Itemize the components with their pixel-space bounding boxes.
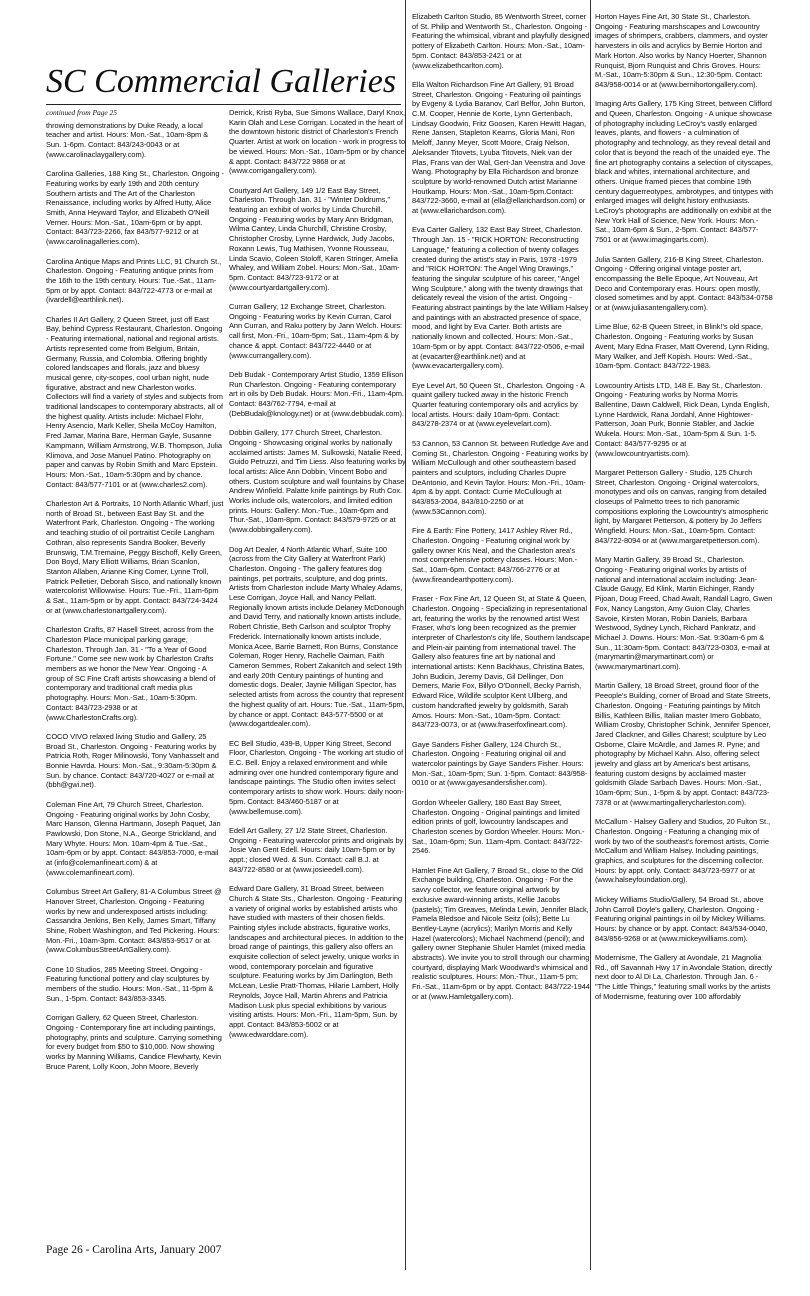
gallery-listing: Edward Dare Gallery, 31 Broad Street, between Church & State Sts., Charleston. Ongoing - Featuring a variety of original works by established artists who have studied with masters of their chosen fields. Painting styles include abstracts, figurative works, landscapes and architectural pieces. In addition to the broad range of paintings, this gallery also offers an exquisite collection of select jewelry, unique works in wood, contemporary porcelain and figurative sculpture. Featuring works by Jim Darlington, Beth McLean, Leslie Pratt-Thomas, Hilarie Lambert, Holly Reynolds, Joyce Hall, Martin Ahrens and Patricia Madison Lusk plus special exhibitions by various visiting artists. Hours: Mon.-Fri., 11am-5pm, Sun. by appt. Contact: 843/853-5002 or at (www.edwarddare.com). [229,884,404,1039]
gallery-listing: Horton Hayes Fine Art, 30 State St., Charleston. Ongoing - Featuring marshscapes and Lowcountry images of shrimpers, crabbers, clammers, and oyster harvesters in oils and acrylics by Bernie Horton and Mark Horton. Also works by Nancy Hoerter, Shannon Runquist, Bjorn Runquist and Chris Groves. Hours: M.-Sat., 10am-5:30pm & Sun., 12:30-5pm. Contact: 843/958-0014 or at (www.bernihortongallery.com). [595,12,768,89]
gallery-listing: Fraser - Fox Fine Art, 12 Queen St, at State & Queen, Charleston. Ongoing - Specializing in representational art, featuring the works by the renowned artist West Fraser, who's long been recognized as the premier interpreter of Charleston's city life, Southern landscape and Plein-air painting from international travel. The Gallery also features fine art by national and international artists: Kenn Backhaus, Christina Bates, John Budicin, Jeremy Davis, Gil Dellinger, Don Demers, Marie Fox, Billyo O'Donnell, Becky Parrish, Edward Rice, Wildlife sculptor Kent Ullberg, and custom handcrafted jewelry by goldsmith, Sarah Amos. Hours: Mon.-Sat., 10am-5pm. Contact: 843/723-0073, or at (www.fraserfoxfineart.com). [412,594,590,730]
gallery-listing: Coleman Fine Art, 79 Church Street, Charleston. Ongoing - Featuring original works by John Cosby, Marc Hanson, Glenna Hartmann, Joseph Paquet, Jan Pawlowski, Don Stone, N.A., George Strickland, and Mary Whyte. Hours: Mon. 10am-4pm & Tue.-Sat., 10am-6pm or by appt. Contact: 843/853-7000, e-mail at (info@colemanfineart.com) & at (www.colemanfineart.com). [46,799,221,877]
gallery-listing: Hamlet Fine Art Gallery, 7 Broad St., close to the Old Exchange building, Charleston. Ongoing - For the savvy collector, we feature original artwork by exclusive award-winning artists, Kellie Jacobs (pastels); Tim Greaves, Melinda Lewin, Jennifer Black, Pamela Bledsoe and Nicole Seitz (oils); Bette Lu Bentley-Layne (acrylics); Marilyn Morris and Kelly Hazel (watercolors); Michael Nachmend (pencil); and gallery owner Stephanie Shuler Hamlet (mixed media abstracts). We invite you to stroll through our charming courtyard, displaying Mark Woodward's whimsical and realistic sculptures. Hours: Mon.-Thur., 11am-5 pm; Fri.-Sat., 11am-6pm or by appt. Contact: 843/722-1944 or at (www.Hamletgallery.com). [412,865,590,1001]
gallery-listing: Imaging Arts Gallery, 175 King Street, between Clifford and Queen, Charleston. Ongoing - A unique showcase of photography including LeCroy's vastly enlarged leaves, plants, and flowers - a culmination of photography and technology, as they reveal detail and color that is beyond the reach of the unaided eye. The fine art photography contains a selection of cityscapes, black and whites, international architecture, and others. Unique framed pieces that combine 19th century daguerreotypes, ambrotypes, and tintypes with enlarged images will delight history enthusiasts. LeCroy's photographs are additionally on exhibit at the New York Hall of Science, New York. Hours: Mon.-Sat., 10am-6pm & Sun., 2-5pm. Contact: 843/577-7501 or at (www.imagingarts.com). [595,99,773,245]
gallery-listing: Lowcountry Artists LTD, 148 E. Bay St., Charleston. Ongoing - Featuring works by Norma Morris Ballentine, Dawn Caldwell, Rick Dean, Lynda English, Lynne Hardwick, Rana Jordahl, Anne Hightower-Patterson, Joan Purk, Bonnie Stabler, and Jackie Wukela. Hours: Mon.-Sat., 10am-5pm & Sun. 1-5. Contact: 843/577-9295 or at (www.lowcountryartists.com). [595,380,770,458]
column-2 [229,108,406,1228]
gallery-listing: Dog Art Dealer, 4 North Atlantic Wharf, Suite 100 (across from the City Gallery at Waterfront Park) Charleston. Ongoing - The gallery features dog paintings, pet portraits, sculpture, and dog prints. Artists from Charleston include Marty Whaley Adams, Lese Corrigan, Joyce Hall, and Nancy Pellatt. Regionally known artists include Delaney McDonough and David Terry, and nationally known artists include, Robert Christie, Beth Carlson and sculptor Trophy Frederick. Internationally known artists include, Monica Acee, Barrie Barnett, Ron Burns, Constance Coleman, Roger Henry, Rachelle Oaiman, Faith Cameron Semmes, Robert Zakanitch and select 19th and early 20th Century paintings of hunting and domestic dogs. Dealer, Jaynie Milligan Spector, has selected artists from across the country that represent the highest quality of art. Hours: Tue.-Sat., 11am-5pm, by chance or appt. Contact: 843-577-5500 or at (www.dogartdealer.com). [229,544,405,729]
gallery-listing: Edell Art Gallery, 27 1/2 State Street, Charleston. Ongoing - Featuring watercolor prints and originals by Josie Van Gent Edell. Hours: daily 10am-5pm or by appt.; closed Wed. & Sun. Contact: call B.J. at 843/722-8580 or at (www.josieedell.com). [229,825,404,874]
gallery-listing: Elizabeth Carlton Studio, 85 Wentworth Street, corner of St. Philip and Wentworth St., Charleston. Ongoing - Featuring the whimsical, vibrant and playfully designed pottery of Elizabeth Carlton. Hours: Mon.-Sat., 10am-5pm. Contact: 843/853-2421 or at (www.elizabethcarlton.com). [412,12,590,70]
gallery-listing: Eye Level Art, 50 Queen St., Charleston. Ongoing - A quaint gallery tucked away in the historic French Quarter featuring contemporary oils and acrylics by local artists. Hours: daily 10am-6pm. Contact: 843/278-2374 or at (www.eyelevelart.com). [412,380,585,429]
gallery-listing: 53 Cannon, 53 Cannon St. between Rutledge Ave and Coming St., Charleston. Ongoing - Featuring works by William McCullough and other southeastern based painters and sculptors, including Charles Dupre DeAntonio, and Kevin Taylor. Hours: Mon.-Fri., 10am-4pm & by appt. Contact: Currie McCullough at 843/853-2004, 843/810-2250 or at (www.53Cannon.com). [412,438,589,516]
gallery-listing: EC Bell Studio, 439-B, Upper King Street, Second Floor, Charleston. Ongoing - The working art studio of E.C. Bell. Enjoy a relaxed environment and while admiring over one hundred contemporary figure and landscape paintings. The Studio often invites select contemporary artists to show work. Hours: daily noon-5pm. Contact: 843/460-5187 or at (www.bellemuse.com). [229,738,404,816]
column-4 [595,12,773,1238]
gallery-listing: Charles II Art Gallery, 2 Queen Street, just off East Bay, behind Cypress Restaurant, Charleston. Ongoing - Featuring international, national and regional artists. Artists represented come from Belgium, Britain, Germany, Russia, and Colombia. Offering brightly colored landscapes and florals, jazz and bluesy musical genre, city-scopes, cool urban night, nude figurative, abstract and new Charleston works. Collectors will find a variety of styles and subjects from traditional landscapes to contemporary abstracts, all of the highest quality. Artists include: Michael Flohr, Henry Asencio, Mark Keller, Sheila McCoy Hamilton, Fred Jamar, Marina Bare, Herman Gayle, Susanne Kampmann, William Armstrong, W.B. Thompson, Julia Klimova, and Jose Manuel Patino. Photography on paper and canvas by Robin Smith and Marc Epstein. Hours: Mon.-Sat., 10am-5:30pm and by chance. Contact: 843/577-7101 or at (www.charles2.com). [46,314,224,489]
gallery-listing: Mickey Williams Studio/Gallery, 54 Broad St., above John Carroll Doyle's gallery, Charleston. Ongoing - Featuring original paintings in oil by Mickey Williams. Hours: by chance or by appt. Contact: 843/534-0040, 843/856-9268 or at (www.mickeywilliams.com). [595,894,768,943]
continued-note: continued from Page 25 [46,108,117,117]
section-title: SC Commercial Galleries [46,63,397,100]
gallery-listing: Martin Gallery, 18 Broad Street, ground floor of the Peeople's Building, corner of Broad and State Streets, Charleston. Ongoing - Featuring paintings by Mitch Billis, Kathleen Billis, Italian master Imero Gobbato, William Crosby, Christopher Schink, Jennifer Spencer, Jared Clackner, and Gilles Charest; sculpture by Leo Osborne, Claire McArdle, and James R. Pyne; and photography by Michael Kahn. Also, offering select jewelry and glass art by America's best artisans, featuring custom designs by acclaimed master goldsmith Glade Sarbach Daves. Hours: Mon.-Sat., 10am-6pm; Sun., 1-5pm & by appt. Contact: 843/723-7378 or at (www.martingallerycharleston.com). [595,681,771,807]
gallery-listing: Curran Gallery, 12 Exchange Street, Charleston. Ongoing - Featuring works by Kevin Curran, Carol Ann Curran, and Raku pottery by Jann Welch. Hours: call first, Mon.-Fri., 10am-5pm; Sat., 11am-4pm & by chance & appt. Contact: 843/722-4440 or at (www.currangallery.com). [229,302,403,360]
gallery-listing: throwing demonstrations by Duke Ready, a local teacher and artist. Hours: Mon.-Sat., 10am-8pm & Sun. 1-6pm. Contact: 843/243-0043 or at (www.carolinaclaygallery.com). [46,120,209,159]
gallery-listing: Gordon Wheeler Gallery, 180 East Bay Street, Charleston. Ongoing - Original paintings and limited edition prints of golf, lowcountry landscapes and Charleston scenes by Gordon Wheeler. Hours: Mon.-Sat., 10am-6pm; Sun. 11am-4pm. Contact: 843/722-2546. [412,797,585,856]
gallery-listing: Corrigan Gallery, 62 Queen Street, Charleston. Ongoing - Contemporary fine art including paintings, photography, prints and sculpture. Carrying something for every budget from $50 to $10,000. Now showing works by Manning Williams, Candice Flewharty, Kevin Bruce Parent, Lolly Koon, John Moore, Beverly [46,1013,222,1071]
column-1 [46,108,224,1228]
gallery-listing: Carolina Galleries, 188 King St., Charleston. Ongoing - Featuring works by early 19th and 20th century Southern artists and The Art of the Charleston Renaissance, including works by Alfred Hutty, Alice Smith, Anna Heyward Taylor, and Elizabeth O'Neill Verner. Hours: Mon.-Sat., 10am-6pm or by appt. Contact: 843/723-2266, fax 843/577-9212 or at (www.carolinagalleries.com). [46,169,224,247]
gallery-listing: Mary Martin Gallery, 39 Broad St., Charleston. Ongoing - Featuring original works by artists of national and international acclaim including: Jean-Claude Gaugy, Ed Klink, Martin Eichinger, Randy Pijoan, Doug Freed, Chad Awalt, Randall Lagro, Gwen Fox, Nancy Langston, Amy Guion Clay, Charles Savoie, Kirsten Moran, Robin Daniels, Barbara Westwood, Sydney Lynch, Richard Pankratz, and Michael J. Downs. Hours: Mon.-Sat. 9:30am-6 pm & Sun., 11:30am-5pm. Contact: 843/723-0303, e-mail at (marymartin@marymartinart.com) or (www.marymartinart.com). [595,555,773,672]
gallery-listing: Eva Carter Gallery, 132 East Bay Street, Charleston. Through Jan. 15 - "RICK HORTON: Reconstructing Language," featuring a collection of twenty collages created during the artist's stay in Paris, 1978 -1979 and "RICK HORTON: The Angel Wing Drawings," featuring the singular sculpture of his career, "Angel Wing Sculpture," along with the twenty drawings that delicately reveal the vision of the artist. Ongoing - Featuring abstract paintings by the late William Halsey and paintings with an abstracted presence of space, mood, and light by Eva Carter. Both artists are nationally known and collected. Hours: Mon.-Sat., 10am-5pm or by appt. Contact: 843/722-0506, e-mail at (evacarter@earthlink.net) and at (www.evacartergallery.com). [412,225,589,371]
column-divider [590,0,591,1270]
gallery-listing: Margaret Petterson Gallery - Studio, 125 Church Street, Charleston. Ongoing - Original watercolors, monotypes and oils on canvas, ranging from detailed closeups of Palmetto trees to rich panoramic compositions exploring the Lowcountry's atmospheric light, by Margaret Petterson, & pottery by Jo Jeffers Wingfield. Hours: Mon.-Sat., 10am-5pm. Contact: 843/722-8094 or at (www.margaretpetterson.com). [595,467,769,545]
gallery-listing: Gaye Sanders Fisher Gallery, 124 Church St., Charleston. Ongoing - Featuring original oil and watercolor paintings by Gaye Sanders Fisher. Hours: Mon.-Sat., 10am-5pm; Sun. 1-5pm. Contact: 843/958-0010 or at (www.gayesandersfisher.com). [412,739,588,788]
page-footer: Page 26 - Carolina Arts, January 2007 [46,1244,222,1256]
gallery-listing: Cone 10 Studios, 285 Meeting Street. Ongoing - Featuring functional pottery and clay sculptures by members of the studio. Hours: Mon.-Sat., 11-5pm & Sun., 1-5pm. Contact: 843/853-3345. [46,964,214,1003]
gallery-listing: Courtyard Art Gallery, 149 1/2 East Bay Street, Charleston. Through Jan. 31 - "Winter Doldrums," featuring an exhibit of works by Linda Churchill. Ongoing - Featuring works by Mary Ann Bridgman, Wilma Cantey, Linda Churchill, Christine Crosby, Christopher Crosby, Lynne Hardwick, Judy Jacobs, Roxann Lewis, Tug Mathisen, Yvonne Rousseau, Linda Scavio, Coleen Stoloff, Karen Stringer, Amelia Whaley, and William Zobel. Hours: Mon.-Sat., 10am-5pm. Contact: 843/723-9172 or at (www.courtyardartgallery.com). [229,185,400,292]
gallery-listing: Charleston Art & Portraits, 10 North Atlantic Wharf, just north of Broad St., between East Bay St. and the Waterfront Park, Charleston. Ongoing - The working and teaching studio of oil portraitist Cecile Langham Cothran, also represents Sandra Booker, Beverly Brunswig, T.M.Tremaine, Peggy Bischoff, Kelly Green, Don Boyd, Mary Elliott Williams, Brian Scanlon, Stanton Allaben, Arianne King Comer, Lynne Troll, Patrick Pelletier, Deborah Sisco, and nationally known watercolorist Willowwise. Hours: Tue.-Fri., 11am-6pm & Sat., 11am-5pm or by appt. Contact: 843/724-3424 or at (www.charlestonartgallery.com). [46,499,224,615]
gallery-listing: Charleston Crafts, 87 Hasell Street, across from the Charleston Place municipal parking garage, Charleston. Through Jan. 31 - "To a Year of Good Fortune." Come see new work by Charleston Crafts members as we honor the New Year. Ongoing - A group of SC Fine Craft artists showcasing a blend of contemporary and traditional craft media plus photography. Hours: Mon.-Sat., 10am-5:30pm. Contact: 843/723-2938 or at (www.CharlestonCrafts.org). [46,625,216,722]
column-3 [412,12,590,1238]
gallery-listing: Lime Blue, 62-B Queen Street, in Blink!'s old space, Charleston. Ongoing - Featuring works by Susan Avent, Mary Edna Fraser, Matt Overend, Lynn Riding, Mary Walker, and Jeff Kopish. Hours: Wed.-Sat., 10am-5pm. Contact: 843/722-1983. [595,322,769,371]
gallery-listing: Modernisme, The Gallery at Avondale, 21 Magnolia Rd., off Savannah Hwy 17 in Avondale Station, directly next door to Al Di La, Charleston. Through Jan. 6 - "The Little Things," featuring small works by the artists of Modernisme, featuring over 100 affordably [595,953,772,1001]
gallery-listing: McCallum - Halsey Gallery and Studios, 20 Fulton St., Charleston. Ongoing - Featuring a changing mix of work by two of the southeast's foremost artists, Corrie McCallum and William Halsey. Including paintings, graphics, and sculptures for the discerning collector. Hours: by appt. only. Contact: 843/723-5977 or at (www.halseyfoundation.org). [595,817,771,885]
title-rule [46,104,401,105]
gallery-listing: Derrick, Kristi Ryba, Sue Simons Wallace, Daryl Knox, Karin Olah and Lese Corrigan. Located in the heart of the downtown historic district of Charleston's French Quarter. Artist at work on location - work in progress to be viewed. Hours: Mon.-Sat., 10am-5pm or by chance & appt. Contact: 843/722 9868 or at (www.corrigangallery.com). [229,108,406,176]
gallery-listing: Deb Budak - Contemporary Artist Studio, 1359 Ellison Run Charleston. Ongoing - Featuring contemporary art in oils by Deb Budak. Hours: Mon.-Fri., 11am-4pm. Contact: 843/762-7794, e-mail at (DebBudak@knology.net) or at (www.debbudak.com). [229,369,404,418]
gallery-listing: Ella Walton Richardson Fine Art Gallery, 91 Broad Street, Charleston. Ongoing - Featuring oil paintings by Evgeny & Lydia Baranov, Carl Belfor, John Burton, C.M. Cooper, Hennie de Korte, Lynn Gertenbach, Lindsay Goodwin, Fritz Goosen, Karen Hewitt Hagan, Rene Jansen, Stapleton Kearns, Gloria Mani, Ron Meloff, Janny Meyer, Scott Moore, Craig Nelson, Aleksander Titovets, Lyuba Titovets, Niek van der Plas, Frans van der Wal, Gert-Jan Veenstra and Jove Wang. Photography by Ella Richardson and bronze sculpture by world-renowned Dutch artist Marianne Houtkamp. Hours: Mon.-Sat., 10am-5pm.Contact: 843/722-3660, e-mail at (ella@ellarichardson.com) or at (www.ellarichardson.com). [412,79,587,216]
gallery-listing: Julia Santen Gallery, 216-B King Street, Charleston. Ongoing - Offering original vintage poster art, encompassing the Belle Epoque, Art Nouveau, Art Deco and Contemporary eras. Hours: open mostly, closed sometimes and by appt. Contact: 843/534-0758 or at (www.juliasantengallery.com). [595,254,773,313]
gallery-listing: COCO VIVO relaxed living Studio and Gallery, 25 Broad St., Charleston. Ongoing - Featuring works by Patricia Roth, Roger Milinowski, Tony Vanhasselt and Bonnie Havrda. Hours: Mon.-Sat., 9:30am-5:30pm & Sun. by chance. Contact: 843/720-4027 or e-mail at (bbh@gwi.net). [46,731,219,790]
gallery-listing: Dobbin Gallery, 177 Church Street, Charleston. Ongoing - Showcasing original works by nationally acclaimed artists: James M. Sulkowski, Natalie Reed, Guido Petruzzi, and Tim Liess. Also featuring works by local artists: Alice Ann Dobbin, Vincent Bobo and others. Custom sculpture and wall fountains by Chase Andrew Winfield. Palatte knife paintings by Ruth Cox. Works include oils, watercolors, and limited edition prints. Hours: Gallery: Mon.-Tue., 10am-6pm and Thur.-Sat., 10am-8pm. Contact: 843/579-9725 or at (www.dobbingallery.com). [229,428,406,535]
gallery-listing: Columbus Street Art Gallery, 81-A Columbus Street @ Hanover Street, Charleston. Ongoing - Featuring works by new and underexposed artists including: Cassandra Jenkins, Ben Kelly, James Smart, Tiffany Shine, Robert Washington, and Ted Pickering. Hours: Mon.-Fri., 10am-3pm. Contact: 843/853-9517 or at (www.ColumbusStreetArtGallery.com). [46,887,222,955]
gallery-listing: Fire & Earth: Fine Pottery, 1417 Ashley River Rd., Charleston. Ongoing - Featuring original work by gallery owner Kris Neal, and the Charleston area's most comprehensive pottery classes. Hours: Mon.-Sat., 10am-6pm. Contact: 843/766-2776 or at (www.fireandearthpottery.com). [412,526,578,584]
gallery-listing: Carolina Antique Maps and Prints LLC, 91 Church St., Charleston. Ongoing - Featuring antique prints from the 16th to the 19th century. Hours: Tue.-Sat., 11am-5pm or by appt. Contact: 843/722-4773 or e-mail at (ivardell@earthlink.net). [46,256,222,305]
